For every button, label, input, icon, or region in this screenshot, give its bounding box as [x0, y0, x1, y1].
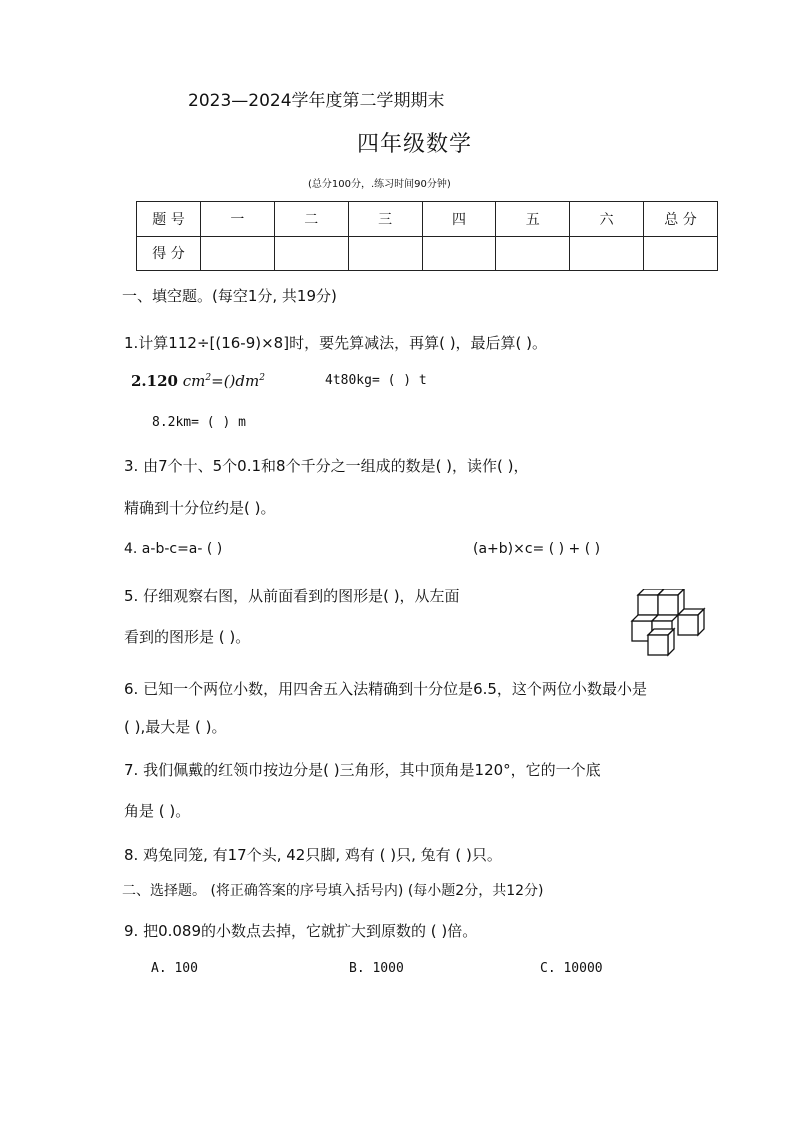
q2-unit-2: dm	[235, 372, 260, 390]
score-cell	[422, 236, 496, 271]
question-6-line-1: 6. 已知一个两位小数，用四舍五入法精确到十分位是6.5，这个两位小数最小是	[124, 680, 647, 698]
score-table-col-2: 二	[274, 202, 348, 237]
exam-subject-title: 四年级数学	[357, 132, 473, 157]
score-cell	[274, 236, 348, 271]
question-1: 1.计算112÷[(16-9)×8]时，要先算减法，再算( )，最后算( )。	[124, 334, 548, 352]
score-cell	[644, 236, 718, 271]
question-2c: 8.2km= ( ) m	[152, 415, 246, 430]
score-table-header-row	[137, 202, 718, 237]
question-7-line-1: 7. 我们佩戴的红领巾按边分是( )三角形，其中顶角是120°，它的一个底	[124, 761, 601, 779]
cube-stack-figure	[628, 589, 712, 659]
exam-note: (总分100分，.练习时间90分钟)	[308, 179, 451, 190]
exam-year-title: 2023—2024学年度第二学期期末	[188, 91, 445, 111]
question-7-line-2: 角是 ( )。	[124, 802, 191, 820]
question-4b: (a+b)×c= ( ) + ( )	[473, 541, 601, 557]
section-2-title: 二、选择题。 (将正确答案的序号填入括号内) (每小题2分，共12分)	[122, 883, 544, 899]
score-table-col-3: 三	[348, 202, 422, 237]
q2-exp-2: 2	[259, 373, 265, 383]
q9-option-a: A. 100	[151, 961, 198, 976]
score-table-row-label: 得 分	[137, 236, 201, 271]
q2-exp-1: 2	[205, 373, 212, 383]
q9-option-b: B. 1000	[349, 961, 404, 976]
cube	[648, 629, 674, 655]
question-8: 8. 鸡兔同笼, 有17个头, 42只脚, 鸡有 ( )只, 兔有 ( )只。	[124, 846, 502, 864]
score-table-col-total: 总 分	[644, 202, 718, 237]
score-table-row-label: 题 号	[137, 202, 201, 237]
cube	[678, 609, 704, 635]
question-6-line-2: ( ),最大是 ( )。	[124, 718, 227, 736]
q2-unit-1: cm	[182, 372, 206, 390]
cube	[658, 589, 684, 615]
question-4a: 4. a-b-c=a- ( )	[124, 541, 223, 557]
score-cell	[201, 236, 275, 271]
section-1-title: 一、填空题。(每空1分, 共19分)	[122, 287, 337, 305]
score-table-col-6: 六	[570, 202, 644, 237]
score-cell	[570, 236, 644, 271]
question-3-line-1: 3. 由7个十、5个0.1和8个千分之一组成的数是( )，读作( )，	[124, 457, 529, 475]
score-table-col-1: 一	[201, 202, 275, 237]
q9-option-c: C. 10000	[540, 961, 603, 976]
question-2b: 4t80kg= ( ) t	[325, 373, 427, 388]
question-5-line-1: 5. 仔细观察右图，从前面看到的图形是( )，从左面	[124, 587, 460, 605]
question-2-math	[131, 372, 265, 390]
score-cell	[496, 236, 570, 271]
score-table-score-row	[137, 236, 718, 271]
q2-number: 2.120	[131, 372, 178, 390]
score-cell	[348, 236, 422, 271]
q2-equals: =()	[211, 372, 236, 390]
question-9: 9. 把0.089的小数点去掉，它就扩大到原数的 ( )倍。	[124, 922, 478, 940]
score-table	[136, 201, 718, 271]
score-table-col-5: 五	[496, 202, 570, 237]
question-5-line-2: 看到的图形是 ( )。	[124, 628, 251, 646]
score-table-col-4: 四	[422, 202, 496, 237]
question-3-line-2: 精确到十分位约是( )。	[124, 499, 276, 517]
